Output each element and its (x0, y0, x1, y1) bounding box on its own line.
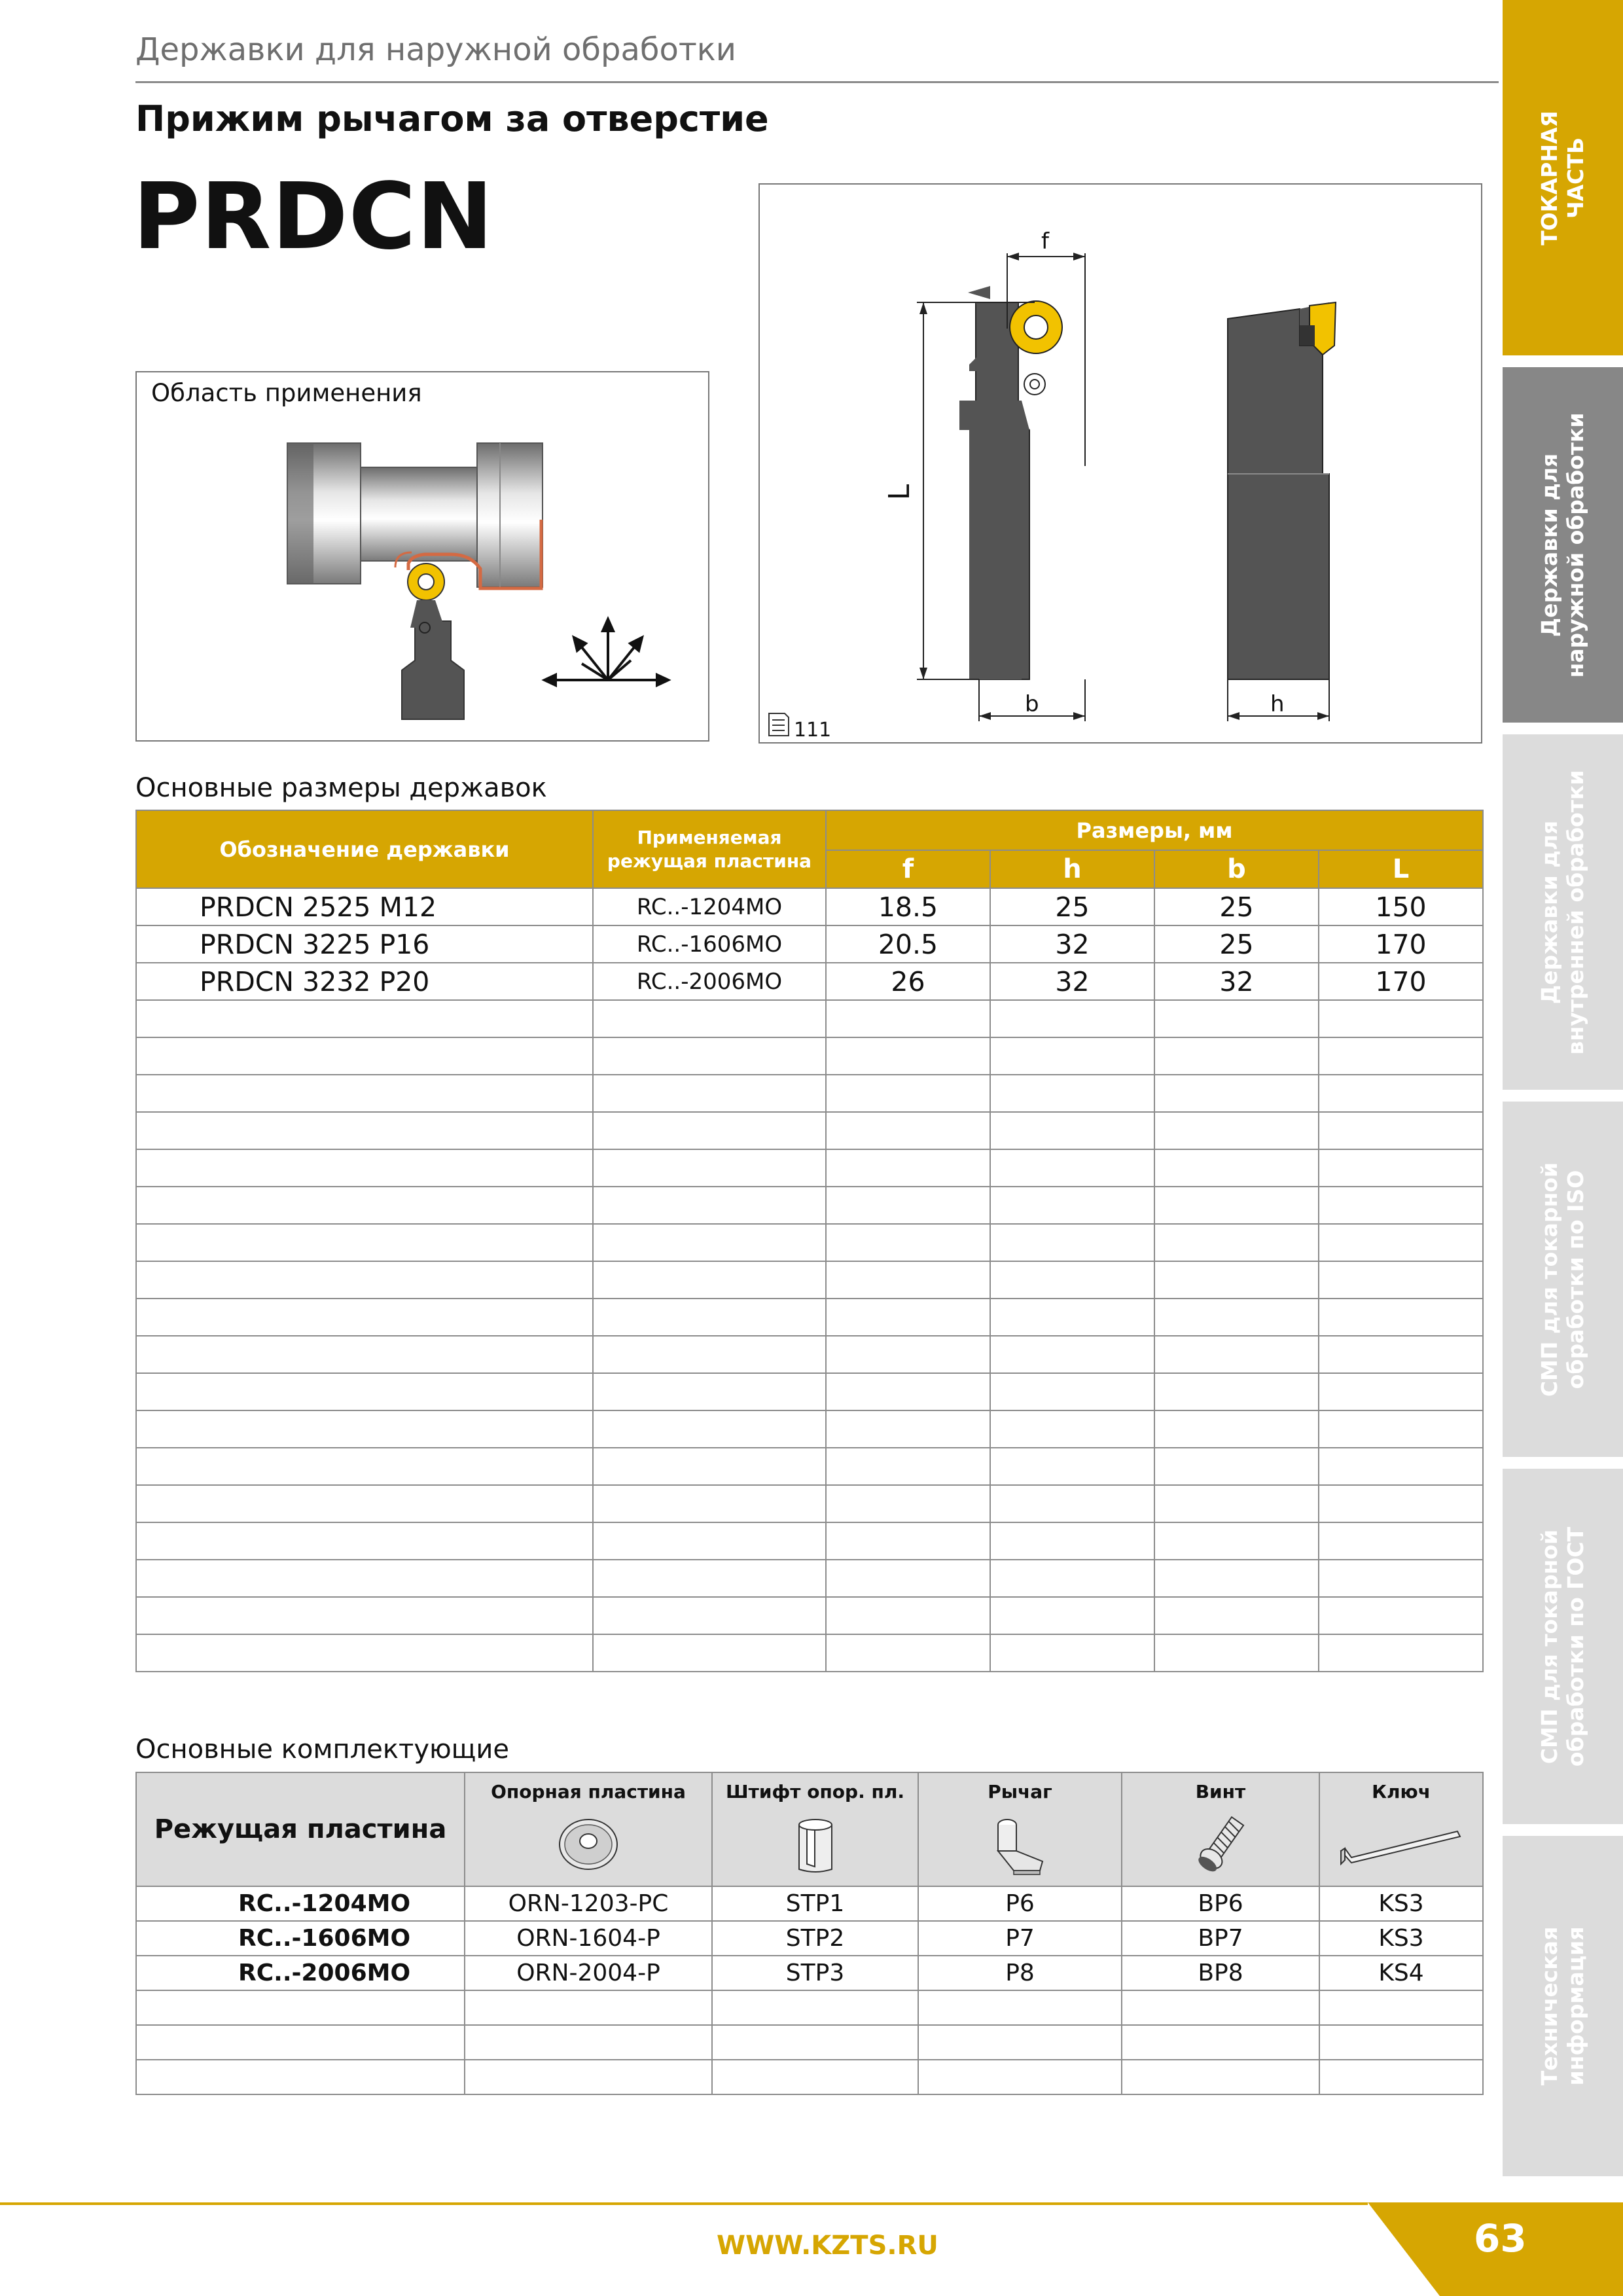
empty-cell (1154, 1224, 1319, 1261)
feed-direction-arrows-icon (544, 619, 668, 685)
insert-designation: RC..-1606MO (136, 1921, 465, 1956)
empty-cell (826, 1634, 990, 1672)
col-h-header: h (990, 850, 1154, 888)
empty-cell (1319, 1597, 1483, 1634)
empty-cell (990, 1000, 1154, 1037)
page-subtitle: Прижим рычагом за отверстие (135, 98, 769, 139)
table-row (136, 1886, 1483, 1921)
empty-cell (990, 1597, 1154, 1634)
empty-cell (990, 1373, 1154, 1410)
screw-icon (1188, 1812, 1253, 1877)
lever-label: Рычаг (988, 1781, 1052, 1803)
key-value: KS3 (1319, 1886, 1483, 1921)
product-title: PRDCN (133, 164, 494, 270)
empty-cell (826, 1112, 990, 1149)
empty-cell (990, 1037, 1154, 1075)
empty-cell (593, 1597, 826, 1634)
empty-cell (465, 2025, 712, 2060)
empty-cell (1154, 1522, 1319, 1560)
empty-cell (990, 1187, 1154, 1224)
empty-cell (990, 1448, 1154, 1485)
screw-value: BP7 (1122, 1921, 1319, 1956)
col-lever-header (918, 1772, 1122, 1886)
empty-cell (593, 1299, 826, 1336)
components-table (135, 1772, 1484, 2095)
empty-cell (826, 1037, 990, 1075)
empty-cell (1319, 2060, 1483, 2094)
empty-cell (1319, 1224, 1483, 1261)
empty-cell (1319, 1990, 1483, 2025)
dim-h-value: 25 (990, 888, 1154, 925)
empty-cell (826, 1187, 990, 1224)
empty-table-row (136, 2025, 1483, 2060)
empty-table-row (136, 1448, 1483, 1485)
empty-table-row (136, 2060, 1483, 2094)
side-tab-label-line2: обработки по ГОСТ (1563, 1526, 1588, 1767)
dim-L-value: 170 (1319, 925, 1483, 963)
screw-label: Винт (1195, 1781, 1246, 1803)
side-tab-label (1537, 111, 1589, 245)
side-tab-label-line2: информация (1563, 1926, 1588, 2086)
empty-table-row (136, 1485, 1483, 1522)
empty-cell (1154, 1299, 1319, 1336)
empty-cell (990, 1149, 1154, 1187)
empty-cell (1319, 1448, 1483, 1485)
pin-value: STP1 (712, 1886, 918, 1921)
empty-cell (1319, 1485, 1483, 1522)
document-icon (769, 713, 789, 736)
empty-table-row (136, 1075, 1483, 1112)
holder-designation: PRDCN 2525 M12 (136, 888, 593, 925)
application-illustration (137, 372, 711, 743)
dim-b-value: 32 (1154, 963, 1319, 1000)
empty-cell (1122, 2060, 1319, 2094)
empty-table-row (136, 1410, 1483, 1448)
application-box (135, 371, 709, 742)
empty-cell (1122, 1990, 1319, 2025)
dim-h-value: 32 (990, 925, 1154, 963)
empty-table-row (136, 1336, 1483, 1373)
col-key-header (1319, 1772, 1483, 1886)
insert-designation: RC..-2006MO (593, 963, 826, 1000)
pin-value: STP2 (712, 1921, 918, 1956)
empty-cell (990, 1522, 1154, 1560)
empty-cell (1319, 1261, 1483, 1299)
empty-cell (593, 1373, 826, 1410)
side-tab-label (1537, 1162, 1589, 1396)
empty-cell (1154, 1597, 1319, 1634)
empty-cell (136, 1990, 465, 2025)
empty-cell (826, 1261, 990, 1299)
dim-f-value: 26 (826, 963, 990, 1000)
side-tab-label-line1: СМП для токарной (1537, 1529, 1562, 1764)
empty-cell (136, 1410, 593, 1448)
pin-label: Штифт опор. пл. (726, 1781, 904, 1803)
support-plate-value: ORN-1203-PC (465, 1886, 712, 1921)
empty-cell (136, 1299, 593, 1336)
side-tab-label (1537, 770, 1589, 1054)
col-insert-header (593, 810, 826, 888)
support-plate-value: ORN-2004-P (465, 1956, 712, 1990)
empty-cell (593, 1149, 826, 1187)
col-support-plate-header (465, 1772, 712, 1886)
empty-cell (826, 1224, 990, 1261)
insert-designation: RC..-2006MO (136, 1956, 465, 1990)
empty-cell (136, 1075, 593, 1112)
empty-cell (1154, 1261, 1319, 1299)
col-insert-header-line2: режущая пластина (607, 850, 812, 872)
empty-cell (593, 1336, 826, 1373)
empty-cell (1154, 1410, 1319, 1448)
empty-cell (1319, 1634, 1483, 1672)
dim-f-value: 20.5 (826, 925, 990, 963)
empty-cell (1154, 1373, 1319, 1410)
insert-designation: RC..-1204MO (136, 1886, 465, 1921)
empty-cell (465, 2060, 712, 2094)
empty-cell (136, 1448, 593, 1485)
empty-cell (1154, 1112, 1319, 1149)
dim-b-value: 25 (1154, 888, 1319, 925)
empty-cell (826, 1373, 990, 1410)
pin-icon (786, 1812, 845, 1877)
empty-cell (1319, 1522, 1483, 1560)
side-tab-label-line1: Техническая (1537, 1926, 1562, 2086)
dim-f-label: f (1041, 228, 1049, 255)
empty-cell (1154, 1075, 1319, 1112)
key-value: KS3 (1319, 1921, 1483, 1956)
empty-cell (826, 1299, 990, 1336)
empty-cell (136, 2060, 465, 2094)
support-plate-value: ORN-1604-P (465, 1921, 712, 1956)
empty-table-row (136, 1261, 1483, 1299)
empty-cell (136, 1187, 593, 1224)
empty-cell (136, 1112, 593, 1149)
lever-value: P6 (918, 1886, 1122, 1921)
footer-rule (0, 2202, 1368, 2205)
empty-cell (593, 1634, 826, 1672)
dim-L-value: 170 (1319, 963, 1483, 1000)
empty-cell (593, 1224, 826, 1261)
empty-table-row (136, 1373, 1483, 1410)
empty-table-row (136, 1634, 1483, 1672)
lever-value: P7 (918, 1921, 1122, 1956)
empty-cell (593, 1522, 826, 1560)
col-f-header: f (826, 850, 990, 888)
empty-table-row (136, 1522, 1483, 1560)
footer-url[interactable]: WWW.KZTS.RU (717, 2231, 938, 2261)
empty-cell (1319, 1336, 1483, 1373)
dimensions-caption: Основные размеры державок (135, 773, 547, 803)
empty-cell (1319, 1373, 1483, 1410)
empty-cell (136, 1149, 593, 1187)
empty-cell (990, 1112, 1154, 1149)
empty-cell (712, 1990, 918, 2025)
side-tab-label-line2: обработки по ISO (1563, 1170, 1588, 1389)
empty-cell (136, 1336, 593, 1373)
empty-table-row (136, 1112, 1483, 1149)
empty-cell (826, 1410, 990, 1448)
dim-L-value: 150 (1319, 888, 1483, 925)
empty-table-row (136, 1000, 1483, 1037)
empty-cell (136, 2025, 465, 2060)
empty-cell (990, 1299, 1154, 1336)
empty-cell (990, 1336, 1154, 1373)
empty-table-row (136, 1187, 1483, 1224)
empty-cell (593, 1448, 826, 1485)
empty-cell (136, 1224, 593, 1261)
empty-cell (1319, 1410, 1483, 1448)
side-tab-label-line1: СМП для токарной (1537, 1162, 1562, 1397)
support-plate-icon (552, 1812, 624, 1877)
empty-cell (593, 1187, 826, 1224)
side-tab-technical-info[interactable] (1503, 1836, 1623, 2176)
lever-icon (988, 1812, 1053, 1877)
empty-cell (990, 1560, 1154, 1597)
empty-cell (990, 1075, 1154, 1112)
empty-cell (1319, 2025, 1483, 2060)
empty-cell (1154, 1560, 1319, 1597)
empty-cell (826, 1522, 990, 1560)
side-tab-iso-inserts[interactable] (1503, 1102, 1623, 1457)
empty-cell (826, 1336, 990, 1373)
insert-designation: RC..-1606MO (593, 925, 826, 963)
empty-cell (136, 1560, 593, 1597)
empty-cell (712, 2025, 918, 2060)
empty-cell (593, 1560, 826, 1597)
empty-table-row (136, 1990, 1483, 2025)
pin-value: STP3 (712, 1956, 918, 1990)
empty-cell (1154, 1000, 1319, 1037)
components-caption: Основные комплектующие (135, 1734, 509, 1765)
empty-cell (826, 1075, 990, 1112)
side-tab-label-line2: внутренней обработки (1563, 770, 1588, 1054)
empty-cell (136, 1634, 593, 1672)
empty-cell (593, 1410, 826, 1448)
page-number: 63 (1474, 2216, 1527, 2261)
empty-cell (1319, 1299, 1483, 1336)
empty-cell (136, 1000, 593, 1037)
insert-designation: RC..-1204MO (593, 888, 826, 925)
table-row (136, 888, 1483, 925)
empty-cell (1319, 1112, 1483, 1149)
empty-cell (593, 1261, 826, 1299)
empty-cell (1154, 1187, 1319, 1224)
empty-cell (593, 1112, 826, 1149)
dim-h-value: 32 (990, 963, 1154, 1000)
empty-cell (136, 1261, 593, 1299)
empty-cell (826, 1000, 990, 1037)
key-icon (1336, 1812, 1467, 1877)
table-row (136, 1956, 1483, 1990)
empty-cell (990, 1634, 1154, 1672)
side-tab-label-line1: Державки для (1537, 453, 1562, 637)
key-value: KS4 (1319, 1956, 1483, 1990)
empty-cell (990, 1261, 1154, 1299)
reference-page: 111 (794, 719, 832, 742)
empty-cell (136, 1485, 593, 1522)
empty-cell (826, 1149, 990, 1187)
empty-cell (990, 1410, 1154, 1448)
empty-cell (1319, 1560, 1483, 1597)
empty-table-row (136, 1560, 1483, 1597)
empty-cell (1154, 1634, 1319, 1672)
dimensions-table (135, 810, 1484, 1672)
side-tab-label-line2: ЧАСТЬ (1563, 137, 1588, 219)
empty-cell (826, 1448, 990, 1485)
empty-cell (918, 2060, 1122, 2094)
empty-table-row (136, 1299, 1483, 1336)
empty-table-row (136, 1597, 1483, 1634)
dim-h-label: h (1270, 691, 1285, 717)
side-tab-label-line1: ТОКАРНАЯ (1537, 110, 1562, 245)
side-tab-gost-inserts[interactable] (1503, 1469, 1623, 1824)
col-L-header: L (1319, 850, 1483, 888)
empty-cell (136, 1037, 593, 1075)
side-tab-label-line1: Державки для (1537, 820, 1562, 1004)
screw-value: BP6 (1122, 1886, 1319, 1921)
empty-cell (990, 1485, 1154, 1522)
empty-cell (712, 2060, 918, 2094)
empty-table-row (136, 1037, 1483, 1075)
empty-cell (593, 1000, 826, 1037)
table-row (136, 925, 1483, 963)
empty-cell (136, 1373, 593, 1410)
empty-cell (918, 1990, 1122, 2025)
holder-designation: PRDCN 3225 P16 (136, 925, 593, 963)
empty-cell (1154, 1448, 1319, 1485)
empty-cell (826, 1560, 990, 1597)
col-screw-header (1122, 1772, 1319, 1886)
empty-cell (826, 1485, 990, 1522)
lever-value: P8 (918, 1956, 1122, 1990)
col-pin-header (712, 1772, 918, 1886)
dim-b-label: b (1025, 691, 1039, 717)
col-designation-header: Обозначение державки (136, 810, 593, 888)
empty-cell (593, 1075, 826, 1112)
application-label: Область применения (151, 379, 422, 407)
support-plate-label: Опорная пластина (491, 1781, 686, 1803)
side-tab-external-holders[interactable] (1503, 367, 1623, 723)
empty-cell (136, 1597, 593, 1634)
empty-cell (1319, 1149, 1483, 1187)
empty-cell (1319, 1037, 1483, 1075)
empty-cell (1122, 2025, 1319, 2060)
empty-cell (1154, 1149, 1319, 1187)
table-row (136, 1921, 1483, 1956)
side-tab-label (1537, 412, 1589, 677)
key-label: Ключ (1372, 1781, 1431, 1803)
col-b-header: b (1154, 850, 1319, 888)
holder-designation: PRDCN 3232 P20 (136, 963, 593, 1000)
empty-table-row (136, 1224, 1483, 1261)
empty-cell (1319, 1075, 1483, 1112)
empty-cell (918, 2025, 1122, 2060)
screw-value: BP8 (1122, 1956, 1319, 1990)
empty-cell (1154, 1485, 1319, 1522)
side-tab-label-line2: наружной обработки (1563, 412, 1588, 678)
dim-f-value: 18.5 (826, 888, 990, 925)
empty-cell (1154, 1037, 1319, 1075)
empty-cell (465, 1990, 712, 2025)
empty-cell (1319, 1187, 1483, 1224)
section-header: Державки для наружной обработки (135, 31, 736, 68)
dimension-drawing-box (758, 183, 1482, 744)
empty-table-row (136, 1149, 1483, 1187)
header-rule (135, 81, 1499, 83)
side-tab-label (1537, 1927, 1589, 2086)
empty-cell (136, 1522, 593, 1560)
empty-cell (1154, 1336, 1319, 1373)
empty-cell (826, 1597, 990, 1634)
side-tab-label (1537, 1526, 1589, 1766)
empty-cell (593, 1485, 826, 1522)
empty-cell (990, 1224, 1154, 1261)
empty-cell (1319, 1000, 1483, 1037)
col-insert-header-line1: Применяемая (637, 826, 782, 848)
holder-dimension-drawing (760, 185, 1484, 745)
col-cutting-insert-header: Режущая пластина (136, 1772, 465, 1886)
side-tab-turning[interactable] (1503, 0, 1623, 355)
dim-L-label: L (883, 484, 916, 501)
col-sizes-header: Размеры, мм (826, 810, 1483, 850)
side-tab-internal-holders[interactable] (1503, 734, 1623, 1090)
table-row (136, 963, 1483, 1000)
dim-b-value: 25 (1154, 925, 1319, 963)
empty-cell (593, 1037, 826, 1075)
